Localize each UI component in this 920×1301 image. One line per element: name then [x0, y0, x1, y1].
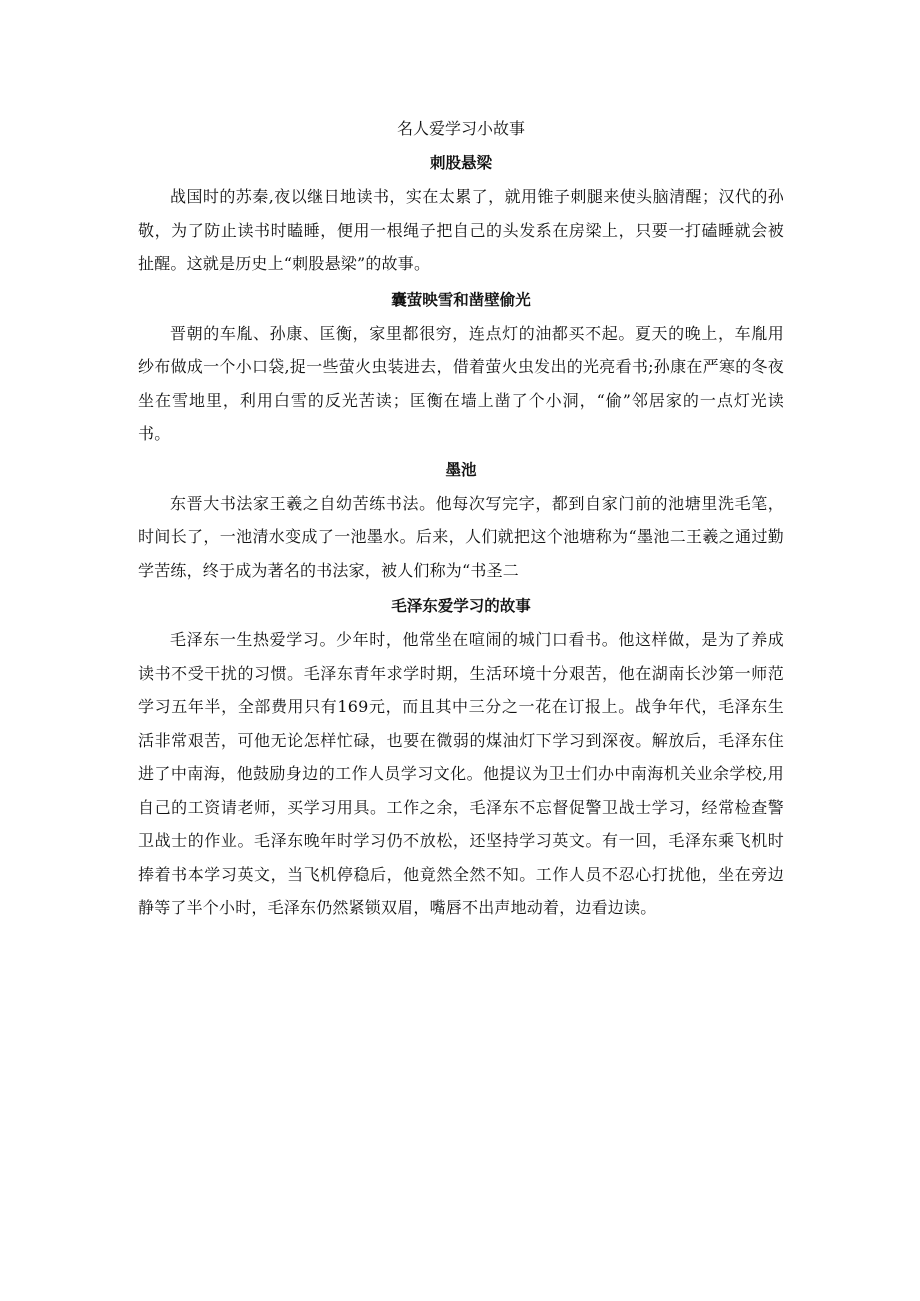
story-heading: 墨池 [445, 460, 477, 479]
story-heading: 刺股悬梁 [429, 154, 492, 172]
story-section-3 [138, 453, 784, 588]
story-paragraph: 毛泽东一生热爱学习。少年时，他常坐在喧闹的城门口看书。他这样做，是为了养成读书不受干扰的习惯。毛泽东青年求学时期，生活环境十分艰苦，他在湖南长沙第一师范学习五年半，全部费用只有169元，而且其中三分之一花在订报上。战争年代，毛泽东生活非常艰苦，可他无论怎样忙碌，也要在微弱的煤油灯下学习到深夜。解放后，毛泽东住进了中南海，他鼓励身边的工作人员学习文化。他提议为卫士们办中南海机关业余学校,用自己的工资请老师，买学习用具。工作之余，毛泽东不忘督促警卫战士学习，经常检查警卫战士的作业。毛泽东晚年时学习仍不放松，还坚持学习英文。有一回，毛泽东乘飞机时捧着书本学习英文，当飞机停稳后，他竟然全然不知。工作人员不忍心打扰他，坐在旁边静等了半个小时，毛泽东仍然紧锁双眉，嘴唇不出声地动着，边看边读。 [138, 630, 784, 917]
story-paragraph: 战国时的苏秦,夜以继日地读书，实在太累了，就用锥子刺腿来使头脑清醒；汉代的孙敬，为了防止读书时瞌睡，便用一根绳子把自己的头发系在房梁上，只要一打磕睡就会被扯醒。这就是历史上“刺股悬梁”的故事。 [138, 187, 784, 273]
story-heading: 囊萤映雪和凿壁偷光 [391, 290, 531, 309]
story-section-2 [138, 283, 784, 451]
story-paragraph: 东晋大书法家王羲之自幼苦练书法。他每次写完字，都到自家门前的池塘里洗毛笔，时间长了，一池清水变成了一池墨水。后来，人们就把这个池塘称为“墨池二王羲之通过勤学苦练，终于成为著名的书法家，被人们称为“书圣二 [138, 493, 784, 580]
story-section-1 [138, 146, 784, 281]
story-section-4 [138, 589, 784, 925]
document-title: 名人爱学习小故事 [396, 119, 525, 138]
story-paragraph: 晋朝的车胤、孙康、匡衡，家里都很穷，连点灯的油都买不起。夏天的晚上，车胤用纱布做成一个小口袋,捉一些萤火虫装进去，借着萤火虫发出的光亮看书;孙康在严寒的冬夜坐在雪地里，利用白雪的反光苦读；匡衡在墙上凿了个小洞，“偷”邻居家的一点灯光读书。 [138, 323, 784, 443]
story-heading: 毛泽东爱学习的故事 [391, 597, 531, 615]
document-page [138, 112, 784, 927]
